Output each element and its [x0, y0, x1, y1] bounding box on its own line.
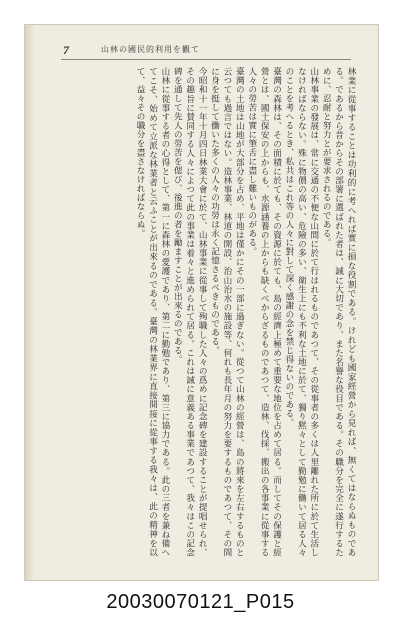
body-text [57, 67, 357, 557]
archive-id-caption: 20030070121_P015 [106, 591, 295, 613]
paragraph: 臺灣の森林は、その面積に於ても、その資源に於ても、島の經濟上極めて重要な地位を占めて居る。而してその保護と經營とは、國土保安の上からも、水源涵養の上からも缺くべからざるものであつて、造林、伐採、搬出の各事業に從事する人々の勞苦は實に筆舌に盡し難いものがある。 [246, 67, 282, 557]
paragraph: 山林事業の發展は、常に交通の不便な山間に於て行はれるものであつて、その從事者の多くは人里離れた所に於て生活しなければならない。殊に物價の高い、危險の多い、衛生上にも不利な土地に於て、獨り黙々として勤勉に働いて居る人々のことを考へるとき、私共はこれ等の人々に對して深く感謝の念を禁じ得ないのである。 [283, 67, 319, 557]
page-binding-edge [25, 25, 35, 580]
running-title: 山林の國民的利用を觀て [101, 45, 200, 54]
page-header [61, 41, 351, 60]
paragraph: 山林に從事する者の心得として、第一に森林の愛護であり、第二に勤勉であり、第三に協力である。此の三者を兼ね備へてこそ、始めて立派な林業者と云ふことが出來るのである。臺灣の林業界に直接間接に從事する我々は、此の精神を以て、益々その職分を盡さなければならぬ。 [135, 67, 170, 557]
paragraph: 今昭和十一年十月四日林業大會に於て、山林事業に從事して殉職した人々の爲めに記念碑を建設することが提唱せられ、その趣旨に賛同する人々によつて此の事業は着々と進められて居る。これは誠に意義ある事業であつて、我々はこの記念碑を通して先人の勞苦を偲び、後進の者を勵ますことが出來るのである。 [172, 67, 208, 557]
paragraph: 林業に從事することは功利的に考へれば實に損な役割である。けれども國家經營から見れば、無くてはならぬものである。であるから昔からその部署に選ばれた者は、誠に大切であり、また名譽な役目である。その職分を完全に遂行するために、忍耐と努力とが要求されるのである。 [321, 67, 356, 557]
scanned-page [24, 24, 379, 581]
paragraph: 臺灣の土地は山地が大部分を占め、平地は僅かにその一部に過ぎない。從つて山林の經營は、島の將來を左右するものと云つても過言ではない。造林事業、林道の開設、治山治水の施設等、何れも長年月の努力を要するものであつて、その間に身を挺して働いた多くの人々の功勞は永く記憶さるべきものである。 [209, 67, 245, 557]
page-number: 7 [63, 43, 69, 57]
